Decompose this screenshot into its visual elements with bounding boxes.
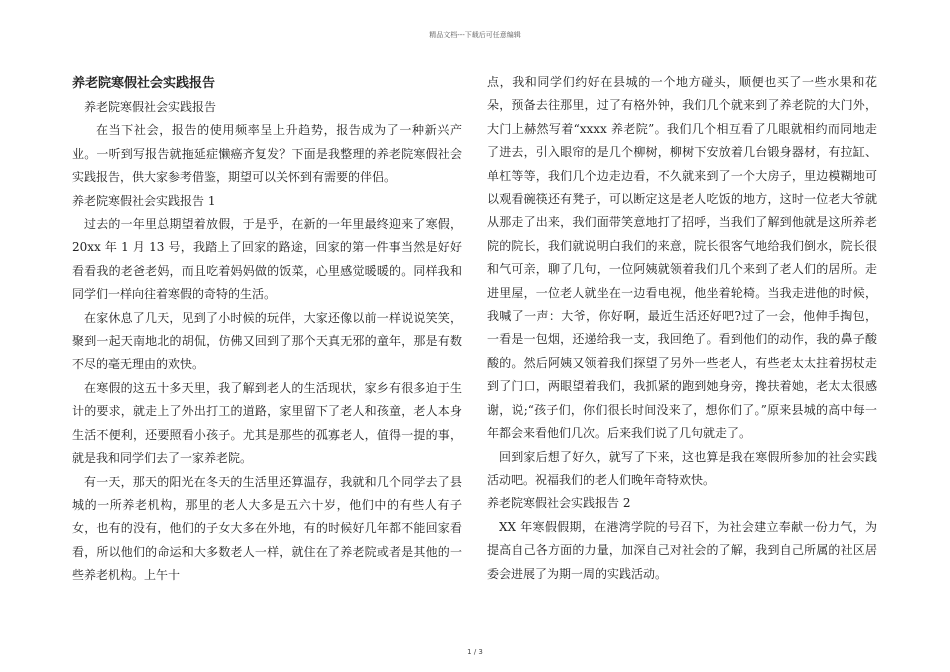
paragraph-5: 点，我和同学们约好在县城的一个地方碰头，顺便也买了一些水果和花朵，预备去往那里，过了有格外钟，我们几个就来到了养老院的大门外，大门上赫然写着“xxxx 养老院”。我们几个相互看了几眼就相约而同地走了进去，引入眼帘的是几个柳树，柳树下安放着几台锻身器材，有拉缸、单杠等等，我们几个边走边看，不久就来到了一个大房子，里边模糊地可以观看碗筷还有凳子，可以断定这是老人吃饭的地方，这时一位老大爷就从那走了出来，我们面带笑意地打了招呼，当我们了解到他就是这所养老院的院长，我们就说明白我们的来意，院长很客气地给我们倒水，院长很和气可亲，聊了几句，一位阿姨就领着我们几个来到了老人们的居所。走进里屋，一位老人就坐在一边看电视，他坐着轮椅。当我走进他的时候，我喊了一声：大爷，你好啊，最近生活还好吧?过了一会，他伸手掏包，一看是一包烟，还递给我一支，我回绝了。看到他们的动作，我的鼻子酸酸的。然后阿姨又领着我们探望了另外一些老人，有些老太太拄着拐杖走到了门口，两眼望着我们，我抓紧的跑到她身旁，搀扶着她，老太太很感谢，说;“孩子们，你们很长时间没来了，想你们了。”原来县城的高中每一年都会来看他们几次。后来我们说了几句就走了。 [487,75,877,441]
left-column [72,72,462,588]
right-column [487,71,877,586]
paragraph-4: 有一天，那天的阳光在冬天的生活里还算温存，我就和几个同学去了县城的一所养老机构，那里的老人大多是五六十岁，他们中的有些人有子女，也有的没有，他们的子女大多在外地，有的时候好几年都不能回家看看，所以他们的命运和大多数老人一样，就住在了养老院或者是其他的一些养老机构。上午十 [72,474,462,583]
document-title: 养老院寒假社会实践报告 [72,76,216,91]
paragraph-7: XX 年寒假假期，在港湾学院的号召下，为社会建立奉献一份力气，为提高自己各方面的力量，加深自己对社会的了解，我到自己所属的社区居委会进展了为期一周的实践活动。 [487,519,877,581]
page-number: 1 / 3 [467,648,483,656]
page-header: 精品文档---下载后可任意编辑 [429,31,521,39]
paragraph-3: 在寒假的这五十多天里，我了解到老人的生活现状，家乡有很多迫于生计的要求，就走上了外出打工的道路，家里留下了老人和孩童，老人本身生活不便利，还要照看小孩子。尤其是那些的孤寡老人，值得一提的事，就是我和同学们去了一家养老院。 [72,380,462,466]
subtitle: 养老院寒假社会实践报告 [84,100,217,114]
paragraph-6: 回到家后想了好久，就写了下来，这也算是我在寒假所参加的社会实践活动吧。祝福我们的老人们晚年奇特欢快。 [487,449,877,487]
section-heading-2: 养老院寒假社会实践报告 2 [487,496,631,511]
paragraph-1: 过去的一年里总期望着放假，于是乎，在新的一年里最终迎来了寒假，20xx 年 1 月 13 号，我踏上了回家的路途，回家的第一件事当然是好好看看我的老爸老妈，而且吃着妈妈做的饭菜，心里感觉暖暖的。同样我和同学们一样向往着寒假的奇特的生活。 [72,217,462,302]
paragraph-2: 在家休息了几天，见到了小时候的玩伴，大家还像以前一样说说笑笑，聚到一起天南地北的胡侃，仿佛又回到了那个天真无邪的童年，那是有数不尽的毫无理由的欢快。 [72,310,462,372]
section-heading-1: 养老院寒假社会实践报告 1 [72,193,216,208]
intro-paragraph: 在当下社会，报告的使用频率呈上升趋势，报告成为了一种新兴产业。一听到写报告就拖延症懒癌齐复发？下面是我整理的养老院寒假社会实践报告，供大家参考借鉴，期望可以关怀到有需要的伴侣。 [72,123,462,185]
